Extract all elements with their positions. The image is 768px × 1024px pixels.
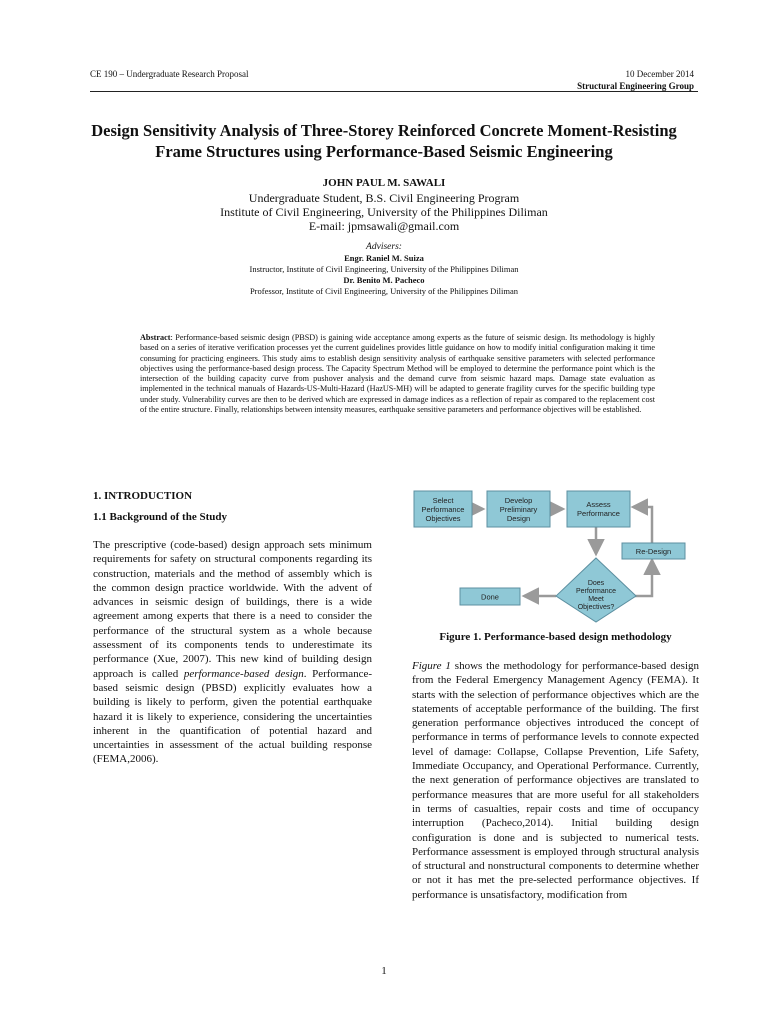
adviser2-name: Dr. Benito M. Pacheco: [343, 275, 425, 285]
section-heading: 1. INTRODUCTION: [93, 490, 193, 502]
figure-flowchart: [412, 486, 699, 624]
svg-text:Performance: Performance: [421, 505, 465, 514]
abstract-label: Abstract: [140, 333, 171, 342]
intro-paragraph: [93, 538, 372, 767]
paper-title: Design Sensitivity Analysis of Three-Storey Reinforced Concrete Moment-Resisting Frame Structures using Performance-Based Seismic Engineering: [91, 121, 677, 161]
page-number: 1: [381, 965, 387, 977]
svg-text:Design: Design: [506, 514, 531, 523]
box-develop-design: [487, 491, 550, 527]
box-done: [460, 588, 520, 605]
header-rule: [90, 91, 698, 92]
box-redesign: [622, 543, 685, 559]
svg-text:Objectives?: Objectives?: [577, 604, 615, 611]
adviser1-title: Instructor, Institute of Civil Engineering, University of the Philippines Diliman: [249, 264, 519, 274]
svg-text:Does: Does: [587, 580, 605, 587]
subsection-heading: 1.1 Background of the Study: [93, 511, 227, 523]
author-institute: Institute of Civil Engineering, University of the Philippines Diliman: [220, 205, 548, 219]
svg-text:Done: Done: [481, 592, 499, 602]
svg-text:Re-Design: Re-Design: [635, 547, 672, 556]
intro-text-a: The prescriptive (code-based) design approach sets minimum requirements for safety on structural components regarding its construction, materials and the method of assembly which is the common design practice worldwide. With the advent of advances in seismic design of buildings, there is a wide agreement among experts that there is a need to consider the performance of the structural system as a whole because assessment of its components tends to underestimate its performance (Xue, 2007). This new kind of building design approach is called: [93, 539, 372, 680]
svg-text:Performance: Performance: [577, 509, 620, 518]
advisers-block: [120, 242, 648, 297]
figure-reference: Figure 1: [412, 660, 451, 672]
adviser1-name: Engr. Raniel M. Suiza: [344, 253, 424, 263]
svg-text:Develop: Develop: [504, 496, 533, 505]
abstract-text: : Performance-based seismic design (PBSD) is gaining wide acceptance among experts as the future of seismic design. Its methodology is highly based on a series of iterative verification processes yet the current guidelines provides little guidance on how to modify initial configuration making it time consuming for practicing engineers. This study aims to establish design sensitivity analysis of earthquake sensitive parameters with selected performance objectives using the performance-based design process. The Capacity Spectrum Method will be employed to determine the performance point which is the intersection of the building capacity curve from pushover analysis and the demand curve from seismic hazard maps. Damage state evaluation as implemented in the technical manuals of Hazards-US-Multi-Hazard (HazUS-MH) will be adapted to generate fragility curves for the specific building type under study. Vulnerability curves are then to be derived which are expressed in damage indices as a reflection of repair as compared to the replacement cost of the entire structure. Finally, relationships between intensity measures, earthquake sensitive parameters and performance objectives will be established.: [140, 333, 655, 415]
svg-text:Meet: Meet: [588, 596, 604, 603]
svg-text:Assess: Assess: [586, 500, 611, 509]
intro-emphasis: performance-based design: [183, 667, 304, 680]
author-email: E-mail: jpmsawali@gmail.com: [308, 219, 460, 233]
header-group: Structural Engineering Group: [577, 81, 694, 91]
header-date: 10 December 2014: [625, 69, 694, 79]
flowchart-svg: [412, 486, 699, 624]
arrow-decision-to-redesign: [634, 560, 652, 596]
arrow-redesign-to-assess: [633, 507, 652, 544]
header-course: CE 190 – Undergraduate Research Proposal: [90, 69, 249, 79]
figure-caption: Figure 1. Performance-based design methodology: [439, 631, 672, 643]
svg-text:Preliminary: Preliminary: [499, 505, 538, 514]
author-block: [120, 176, 648, 233]
svg-text:Select: Select: [432, 496, 454, 505]
figure-discussion: [412, 659, 699, 902]
abstract: [140, 333, 655, 415]
right-column: [412, 486, 699, 902]
advisers-label: Advisers:: [366, 242, 402, 252]
svg-text:Objectives: Objectives: [425, 514, 461, 523]
adviser2-title: Professor, Institute of Civil Engineering, University of the Philippines Diliman: [249, 286, 519, 296]
figure-discussion-text: shows the methodology for performance-based design from the Federal Emergency Management Agency (FEMA). It starts with the selection of performance objectives which are the statements of acceptable performance of the building. The first generation performance objectives introduced the concept of performance in terms of performance levels to connote expected level of damage: Collapse, Collapse Prevention, Life Safety, Immediate Occupancy, and Operational Performance. Currently, the next generation of performance objectives are translated to performance measures that are more useful for all stakeholders in terms of casualties, repair costs and time of occupancy interruption (Pacheco,2014). Initial building design configuration is done and is subjected to numerical tests. Performance assessment is employed through structural analysis of structural and nonstructural components to determine whether or not it has met the pre-selected performance objectives. If performance is unsatisfactory, modification from: [412, 660, 700, 901]
author-role: Undergraduate Student, B.S. Civil Engineering Program: [248, 191, 520, 205]
box-select-objectives: [414, 491, 472, 527]
author-name: JOHN PAUL M. SAWALI: [322, 177, 446, 189]
left-column: [93, 490, 372, 767]
intro-text-b: . Performance-based seismic design (PBSD) explicitly evaluates how a building is likely to perform, given the potential earthquake hazard it is likely to experience, considering the uncertainties inherent in the quantification of potential hazard and uncertainties in assessment of the actual building response (FEMA,2006).: [93, 667, 372, 766]
decision-diamond: [556, 558, 636, 622]
header-right: [577, 69, 694, 91]
svg-text:Performance: Performance: [575, 588, 617, 595]
box-assess-performance: [567, 491, 630, 527]
